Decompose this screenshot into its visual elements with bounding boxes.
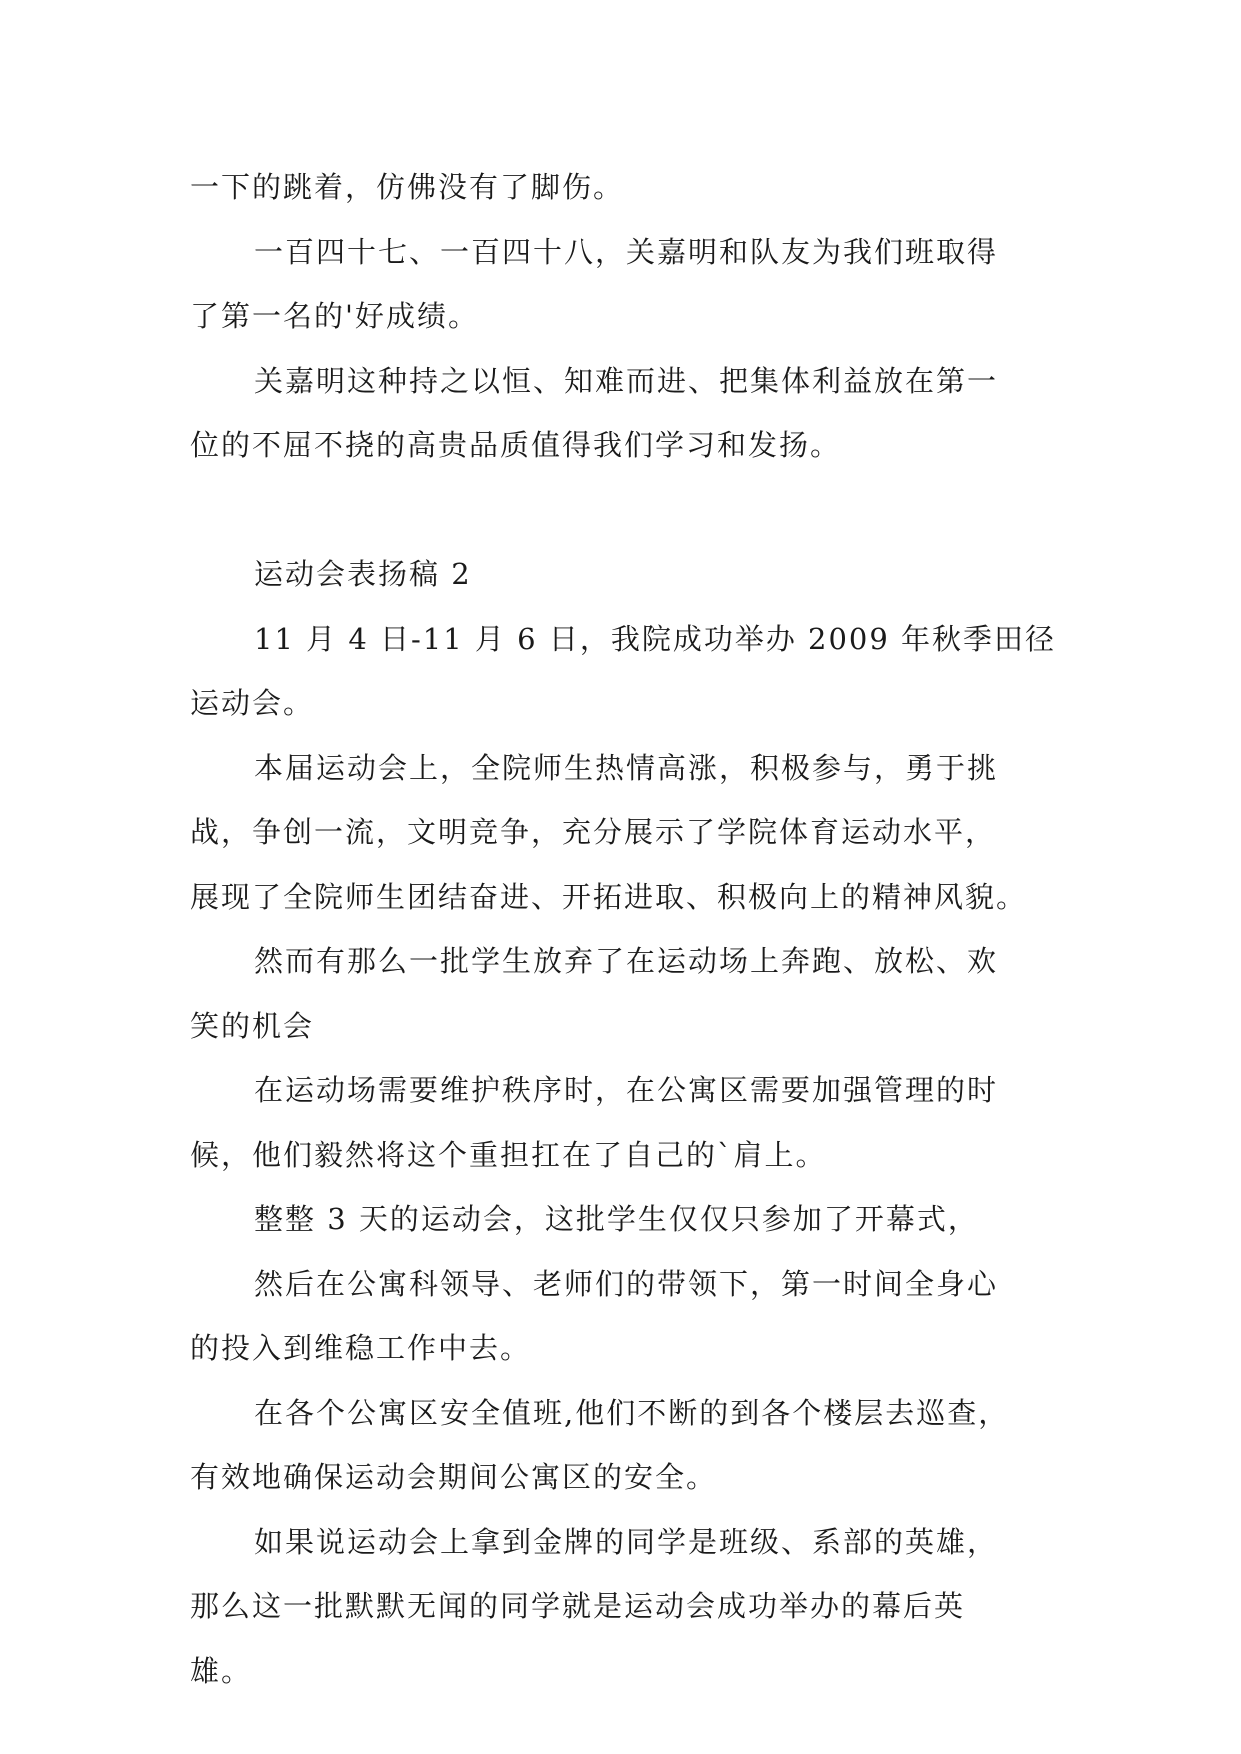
document-body bbox=[190, 155, 1057, 1703]
text-line: 有效地确保运动会期间公寓区的安全。 bbox=[190, 1460, 718, 1494]
text-line: 然而有那么一批学生放弃了在运动场上奔跑、放松、欢 bbox=[254, 944, 999, 978]
text-line: 如果说运动会上拿到金牌的同学是班级、系部的英雄， bbox=[254, 1524, 999, 1559]
text-line: 然后在公寓科领导、老师们的带领下，第一时间全身心 bbox=[254, 1266, 999, 1301]
text-line: 笑的机会 bbox=[190, 1008, 315, 1043]
text-line: 11 月 4 日-11 月 6 日，我院成功举办 2009 年秋季田径 bbox=[254, 621, 1057, 656]
text-line: 的投入到维稳工作中去。 bbox=[190, 1331, 532, 1365]
text-line: 位的不屈不挠的高贵品质值得我们学习和发扬。 bbox=[190, 428, 842, 462]
text-line: 运动会。 bbox=[190, 686, 315, 720]
text-line: 战，争创一流，文明竞争，充分展示了学院体育运动水平， bbox=[190, 815, 997, 849]
text-line: 关嘉明这种持之以恒、知难而进、把集体利益放在第一 bbox=[254, 363, 999, 398]
text-line: 候，他们毅然将这个重担扛在了自己的`肩上。 bbox=[190, 1137, 827, 1172]
text-line: 在各个公寓区安全值班,他们不断的到各个楼层去巡查， bbox=[254, 1395, 1010, 1430]
text-line: 那么这一批默默无闻的同学就是运动会成功举办的幕后英 bbox=[190, 1589, 966, 1623]
text-line: 了第一名的'好成绩。 bbox=[190, 299, 479, 333]
text-line: 展现了全院师生团结奋进、开拓进取、积极向上的精神风貌。 bbox=[190, 879, 1028, 914]
text-line: 雄。 bbox=[190, 1653, 253, 1688]
text-line: 整整 3 天的运动会，这批学生仅仅只参加了开幕式， bbox=[254, 1202, 979, 1236]
text-line: 一下的跳着，仿佛没有了脚伤。 bbox=[190, 170, 625, 204]
text-line: 在运动场需要维护秩序时，在公寓区需要加强管理的时 bbox=[254, 1073, 999, 1107]
section-spacer bbox=[190, 478, 1050, 543]
text-line: 一百四十七、一百四十八，关嘉明和队友为我们班取得 bbox=[254, 234, 999, 269]
section-heading: 运动会表扬稿 2 bbox=[254, 557, 472, 591]
text-line: 本届运动会上，全院师生热情高涨，积极参与，勇于挑 bbox=[254, 750, 999, 785]
